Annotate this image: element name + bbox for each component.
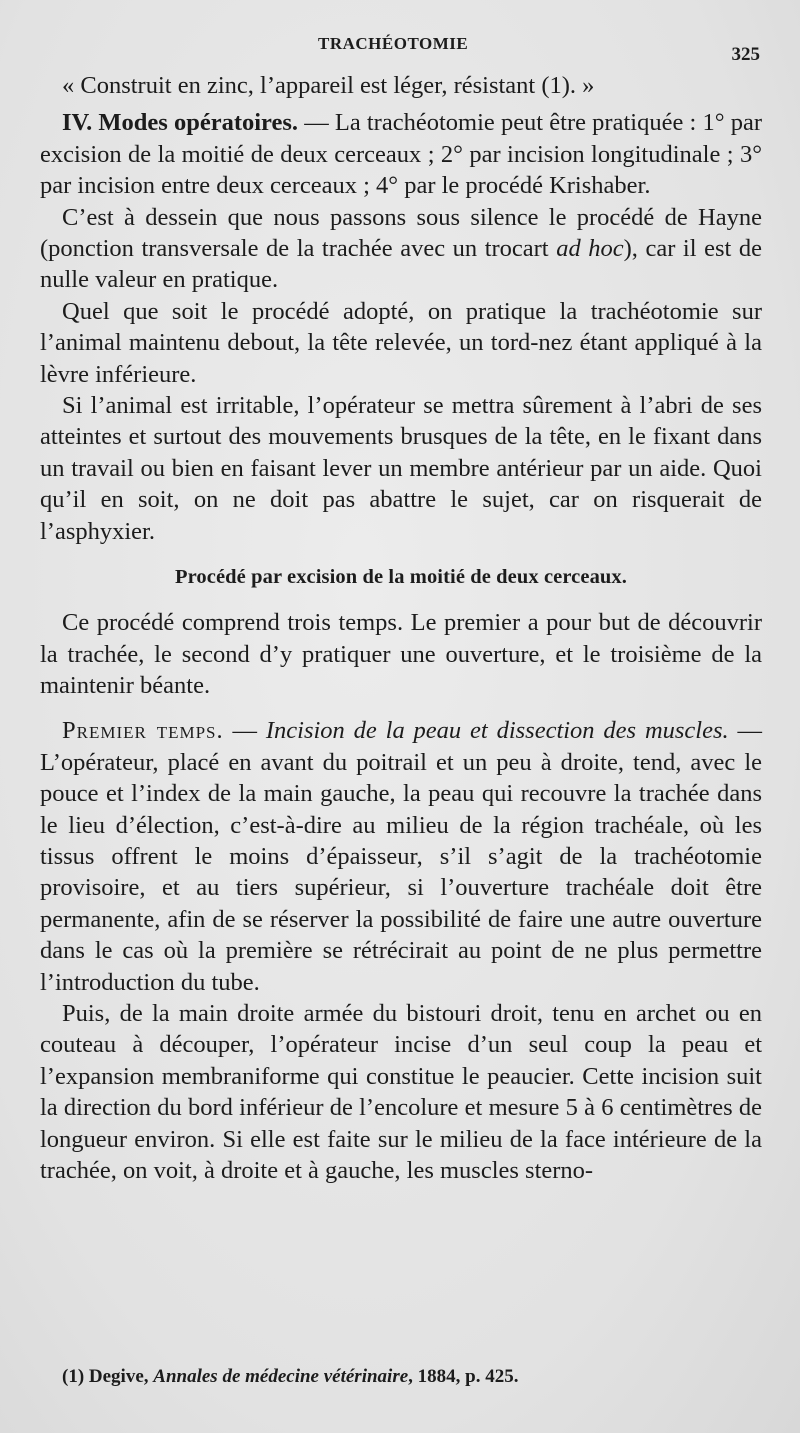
section-subheading: Procédé par excision de la moitié de deux cerceaux. [174, 566, 628, 589]
hayne-text-before: C’est à dessein que nous passons sous silence le procédé de Hayne (ponction transversale de la trachée avec un trocart [40, 203, 762, 263]
page-number: 325 [731, 44, 760, 65]
footnote-italic: Annales de médecine vétérinaire [153, 1366, 409, 1387]
premier-temps-text: — L’opérateur, placé en avant du poitrail et un peu à droite, tend, avec le pouce et l’index de la main gauche, la peau qui recouvre la trachée dans le lieu d’élection, c’est-à-dire au milieu de la région trachéale, où les tissus offrent le moins d’épaisseur, s’il s’agit de la trachéotomie provisoire, et au tiers supérieur, si l’ouverture trachéale doit être permanente, afin de se réserver la possibilité de faire une autre ouverture dans le cas où la première se rétrécirait au point de ne plus permettre l’introduction du tube. [40, 717, 762, 996]
footnote-rest: , 1884, p. 425. [408, 1366, 519, 1387]
page-body [40, 70, 762, 1186]
section-iv-heading: IV. Modes opératoires. [62, 109, 299, 137]
premier-temps-italic: Incision de la peau et dissection des muscles. [265, 717, 729, 745]
procede-paragraph: Quel que soit le procédé adopté, on pratique la trachéotomie sur l’animal maintenu debout, la tête relevée, un tord-nez étant appliqué à la lèvre inférieure. [40, 297, 762, 388]
premier-temps-paragraph [40, 715, 762, 998]
hayne-text-after: ), car il est de nulle valeur en pratique. [40, 235, 763, 294]
puis-paragraph: Puis, de la main droite armée du bistouri droit, tenu en archet ou en couteau à découper, l’opérateur incise d’un seul coup la peau et l’expansion membraniforme qui constitue le peaucier. Cette incision suit la direction du bord inférieur de l’encolure et mesure 5 à 6 centimètres de longueur environ. Si elle est faite sur le milieu de la face intérieure de la trachée, on voit, à droite et à gauche, les muscles sterno- [40, 999, 762, 1184]
temps-paragraph: Ce procédé comprend trois temps. Le premier a pour but de découvrir la trachée, le second d’y pratiquer une ouverture, et le troisième de la maintenir béante. [40, 609, 762, 699]
irritable-paragraph: Si l’animal est irritable, l’opérateur se mettra sûrement à l’abri de ses atteintes et surtout des mouvements brusques de la tête, en le fixant dans un travail ou bien en faisant lever un membre antérieur par un aide. Quoi qu’il en soit, on ne doit pas abattre le sujet, car on risquerait de l’asphyxier. [40, 392, 762, 545]
running-title: TRACHÉOTOMIE [318, 34, 469, 53]
hayne-italic: ad hoc [556, 235, 624, 263]
hayne-paragraph [40, 202, 762, 296]
quote-line: « Construit en zinc, l’appareil est léger, résistant (1). » [62, 72, 595, 99]
footnote-marker: (1) Degive, [62, 1366, 154, 1387]
footnote [62, 1366, 762, 1388]
section-iv-paragraph [40, 107, 762, 201]
premier-temps-label: Premier temps. [62, 717, 224, 745]
page-header [0, 32, 800, 65]
premier-temps-dash: — [223, 717, 266, 745]
section-iv-text: — La trachéotomie peut être pratiquée : 1° par excision de la moitié de deux cerceaux ; 2° par incision longitudinale ; 3° par incision entre deux cerceaux ; 4° par le procédé Krishaber. [40, 109, 762, 200]
